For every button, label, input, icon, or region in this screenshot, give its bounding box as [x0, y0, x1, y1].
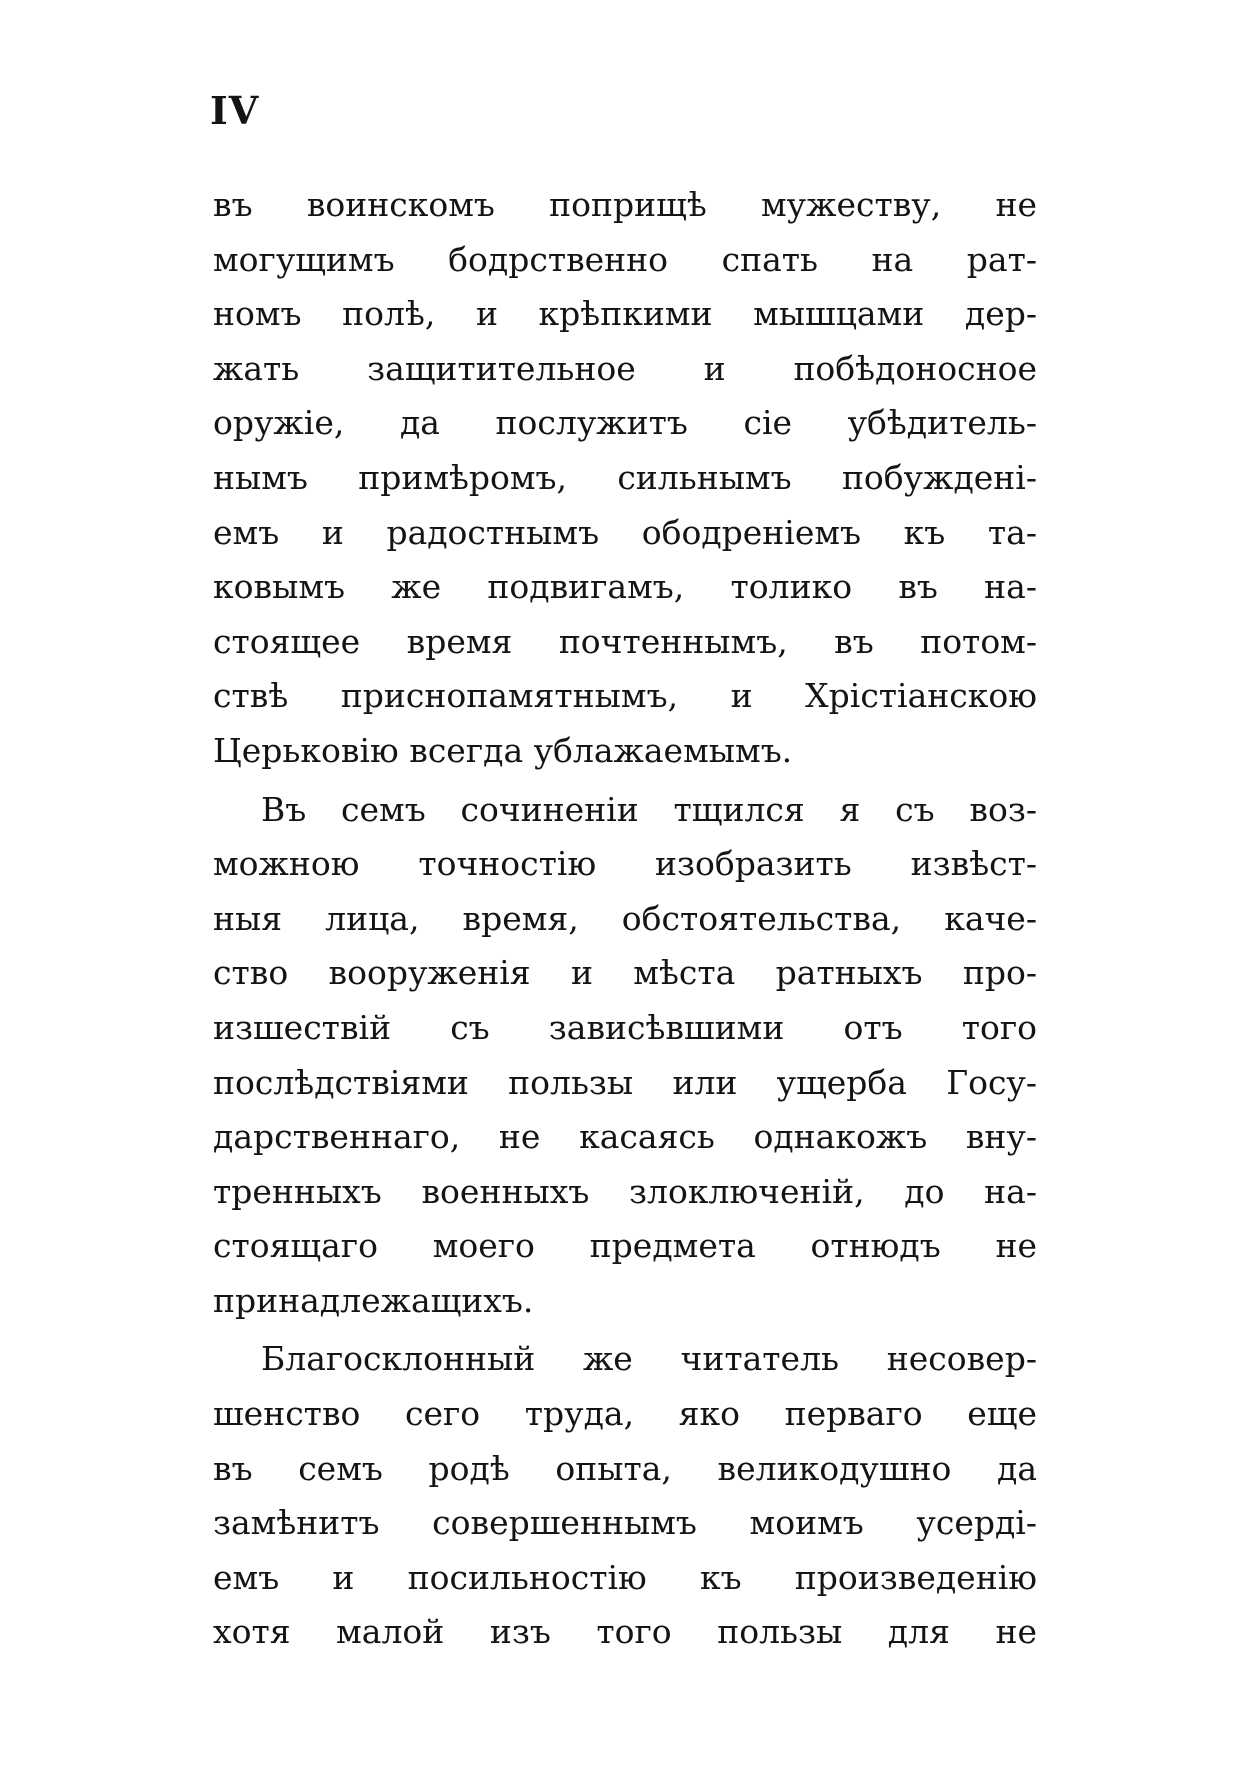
text-line: стоящаго моего предмета отнюдъ не [213, 1226, 1037, 1266]
paragraph-2 [213, 783, 1037, 1329]
text-line: емъ и радостнымъ ободреніемъ къ та- [213, 512, 1037, 552]
paragraph-1 [213, 178, 1037, 779]
text-line: изшествій съ зависѣвшими отъ того [213, 1007, 1037, 1047]
text-line: могущимъ бодрственно спать на рат- [213, 239, 1037, 279]
page-number: IV [210, 88, 260, 133]
text-line: хотя малой изъ того пользы для не [213, 1612, 1037, 1652]
text-line: въ семъ родѣ опыта, великодушно да [213, 1448, 1037, 1488]
text-line: номъ полѣ, и крѣпкими мышцами дер- [213, 294, 1037, 334]
text-line: Церьковію всегда ублажаемымъ. [213, 730, 793, 770]
text-line: оружіе, да послужитъ сіе убѣдитель- [213, 403, 1037, 443]
text-line: можною точностію изобразить извѣст- [213, 844, 1037, 884]
paragraph-3 [213, 1332, 1037, 1660]
text-line: послѣдствіями пользы или ущерба Госу- [213, 1062, 1037, 1102]
text-line: ковымъ же подвигамъ, толико въ на- [213, 567, 1037, 607]
text-line: шенство сего труда, яко перваго еще [213, 1394, 1037, 1434]
text-line: замѣнитъ совершеннымъ моимъ усердi- [213, 1503, 1037, 1543]
text-line: ныя лица, время, обстоятельства, каче- [213, 898, 1037, 938]
text-line: тренныхъ военныхъ злоключеній, до на- [213, 1171, 1037, 1211]
text-line: ствѣ приснопамятнымъ, и Хрістіанскою [213, 676, 1037, 716]
text-line: Благосклонный же читатель несовер- [261, 1339, 1037, 1379]
text-line: Въ семъ сочиненіи тщился я съ воз- [261, 789, 1037, 829]
text-line: стоящее время почтеннымъ, въ потом- [213, 621, 1037, 661]
text-line: нымъ примѣромъ, сильнымъ побужденi- [213, 457, 1037, 497]
text-line: въ воинскомъ поприщѣ мужеству, не [213, 185, 1037, 224]
text-line: ство вооруженія и мѣста ратныхъ про- [213, 953, 1037, 993]
body-text [213, 178, 1037, 1660]
text-line: жать защитительное и побѣдоносное [213, 348, 1037, 388]
text-line: принадлежащихъ. [213, 1280, 534, 1320]
text-line: емъ и посильностію къ произведенію [213, 1557, 1037, 1597]
text-line: дарственнаго, не касаясь однакожъ вну- [213, 1117, 1037, 1157]
